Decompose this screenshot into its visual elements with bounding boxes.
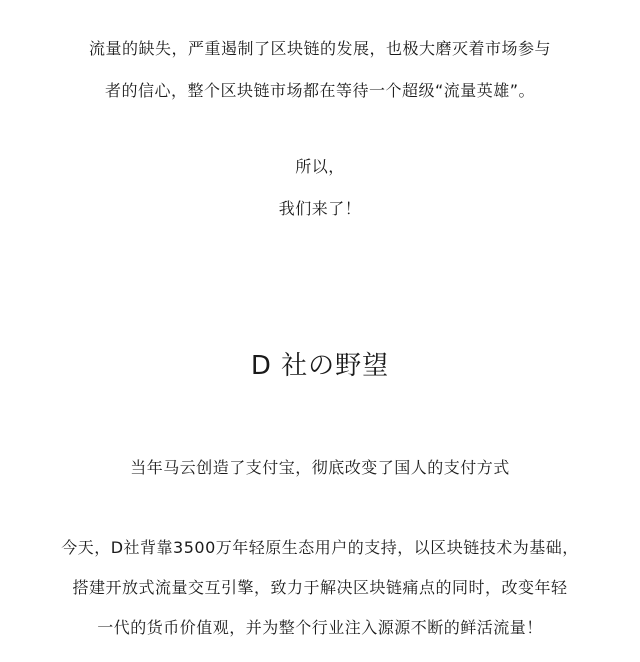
lead-paragraph [0, 448, 640, 488]
body-line: 今天，D社背靠3500万年轻原生态用户的支持，以区块链技术为基础， [61, 538, 579, 557]
transition-line: 我们来了！ [278, 199, 362, 218]
transition-paragraph [0, 146, 640, 230]
section-heading: D 社の野望 [250, 351, 390, 381]
body-line: 一代的货币价值观，并为整个行业注入源源不断的鲜活流量！ [97, 618, 543, 637]
intro-line: 流量的缺失，严重遏制了区块链的发展，也极大磨灭着市场参与 [88, 39, 551, 58]
transition-line: 所以， [295, 157, 345, 176]
intro-paragraph [0, 28, 640, 112]
body-line: 搭建开放式流量交互引擎，致力于解决区块链痛点的同时，改变年轻 [72, 578, 568, 597]
body-paragraph [0, 528, 640, 648]
intro-line: 者的信心，整个区块链市场都在等待一个超级“流量英雄”。 [104, 81, 536, 100]
lead-line: 当年马云创造了支付宝，彻底改变了国人的支付方式 [130, 458, 510, 477]
